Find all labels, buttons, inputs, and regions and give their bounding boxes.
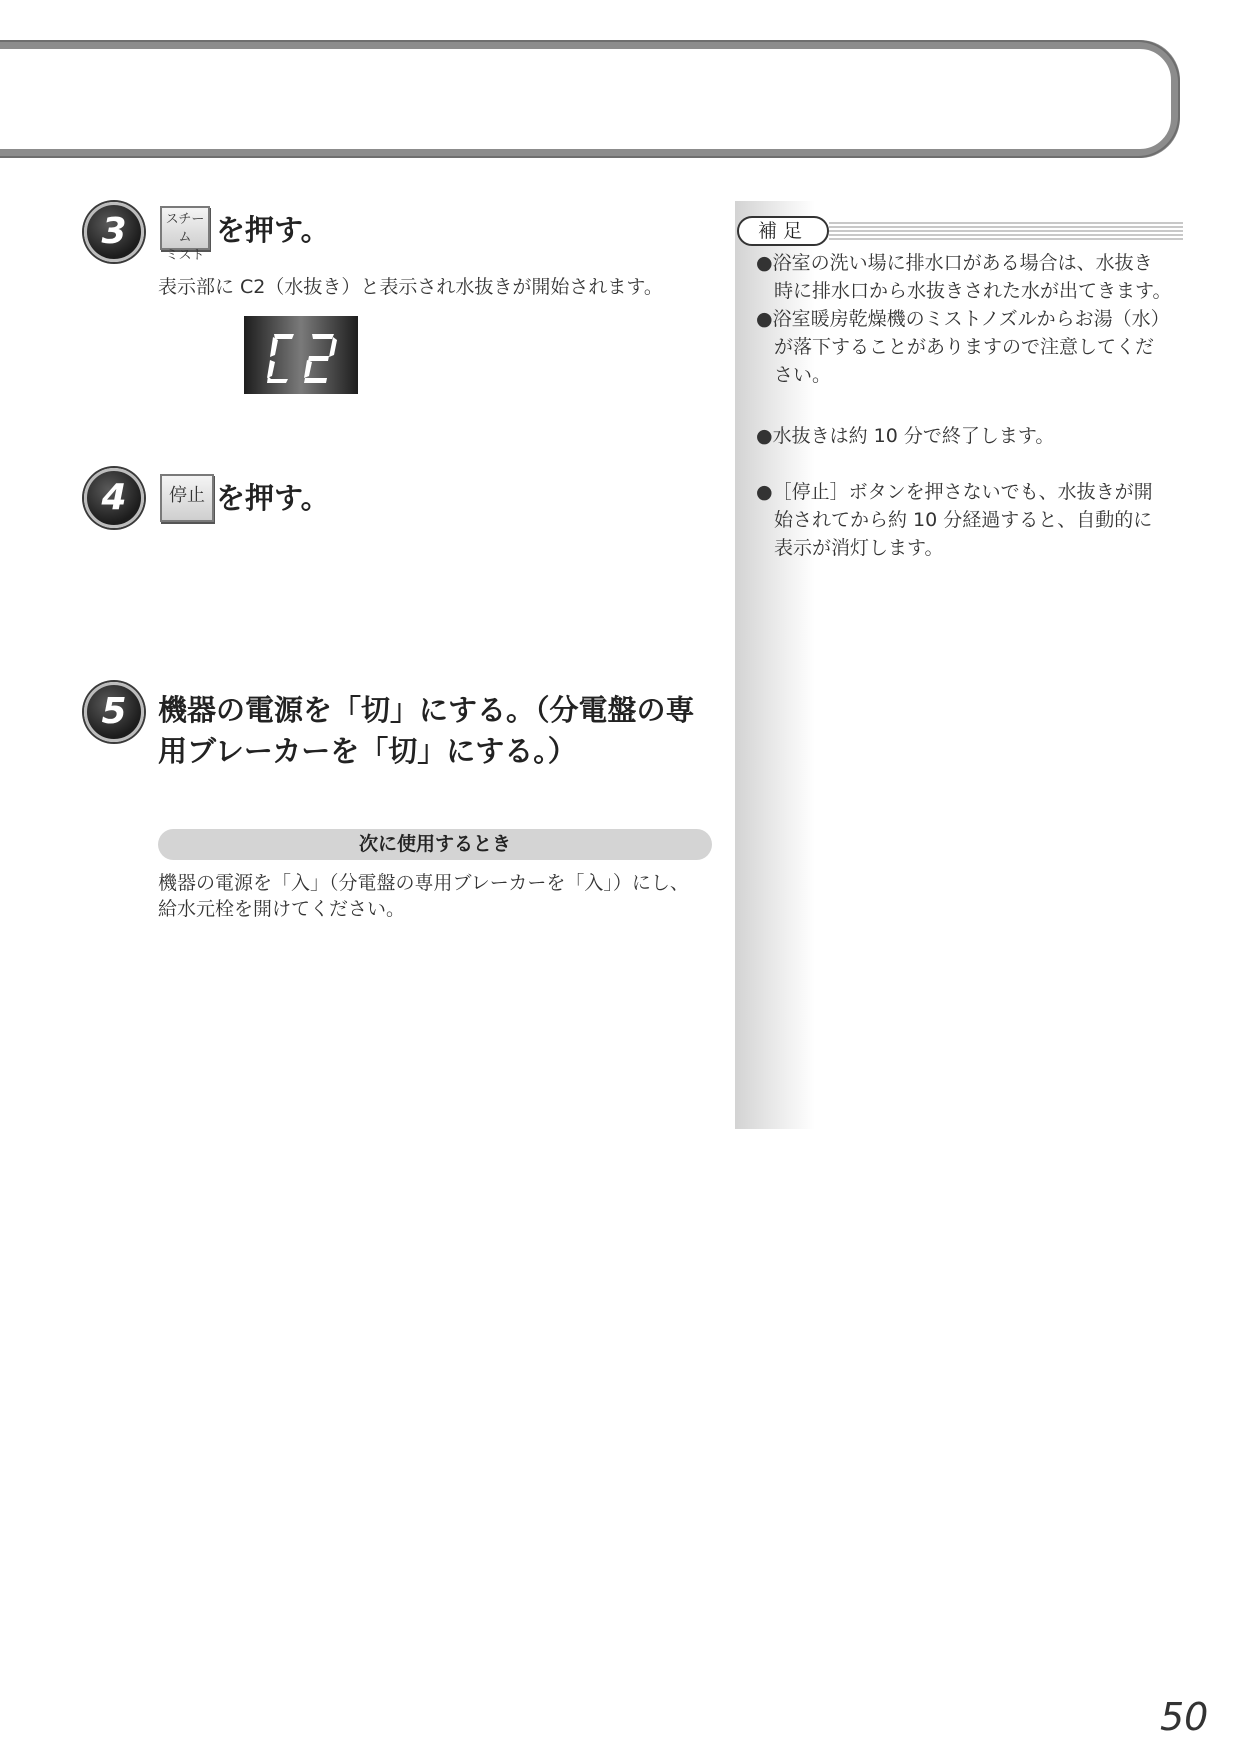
steam-mist-label-2: ミスト — [165, 248, 205, 263]
page-number: 50 — [1160, 1695, 1209, 1739]
step-3-description: 表示部に C2（水抜き）と表示され水抜きが開始されます。 — [158, 276, 663, 298]
note-2-line3: さい。 — [774, 364, 832, 386]
note-3-line1: ●水抜きは約 10 分で終了します。 — [756, 425, 1055, 447]
note-1-line2: 時に排水口から水抜きされた水が出てきます。 — [774, 280, 1172, 302]
note-4-line3: 表示が消灯します。 — [774, 537, 944, 559]
note-1-line1: ●浴室の洗い場に排水口がある場合は、水抜き — [756, 252, 1153, 274]
note-4-line2: 始されてから約 10 分経過すると、自動的に — [774, 509, 1153, 531]
stop-button-icon: 停止 — [160, 474, 214, 522]
led-c2-glyphs — [244, 316, 358, 394]
next-use-line1: 機器の電源を「入」（分電盤の専用ブレーカーを「入」）にし、 — [158, 872, 689, 894]
led-display — [244, 316, 358, 394]
step-5-title-line2: 用ブレーカーを「切」にする。） — [158, 734, 577, 768]
steam-mist-label-1: スチーム — [165, 212, 205, 245]
step-5-number: 5 — [84, 682, 144, 742]
next-use-heading: 次に使用するとき — [158, 829, 712, 860]
note-2-line2: が落下することがありますので注意してくだ — [774, 336, 1155, 358]
step-4-number: 4 — [84, 468, 144, 528]
supplement-label: 補足 — [737, 216, 829, 246]
header-frame — [0, 40, 1180, 158]
step-3-number: 3 — [84, 202, 144, 262]
note-4-line1: ●［停止］ボタンを押さないでも、水抜きが開 — [756, 481, 1153, 503]
supplement-rule — [829, 220, 1183, 242]
next-use-line2: 給水元栓を開けてください。 — [158, 898, 406, 920]
note-2-line1: ●浴室暖房乾燥機のミストノズルからお湯（水） — [756, 308, 1170, 330]
step-5-title-line1: 機器の電源を「切」にする。（分電盤の専 — [158, 693, 695, 727]
steam-mist-button-icon — [160, 206, 210, 263]
step-4-title: を押す。 — [216, 481, 330, 515]
step-3-title: を押す。 — [216, 213, 330, 247]
